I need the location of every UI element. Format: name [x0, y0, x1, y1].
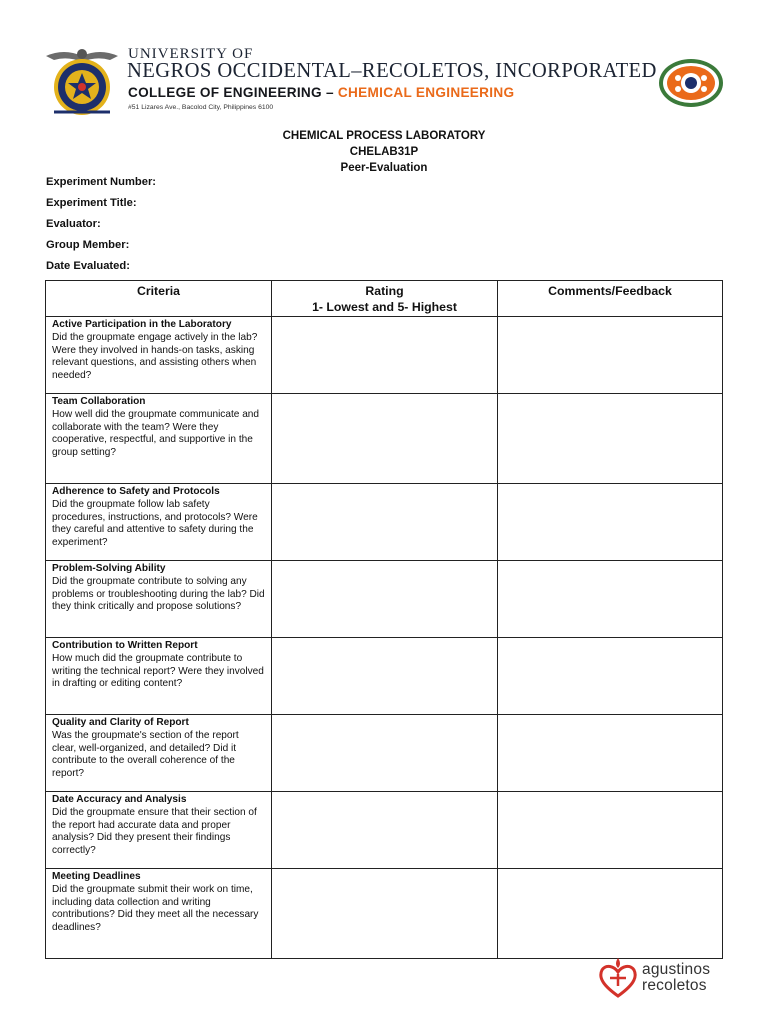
document-titles: [0, 128, 768, 176]
comments-header: Comments/Feedback: [498, 281, 723, 317]
criteria-cell: [46, 869, 272, 959]
rating-cell[interactable]: [272, 317, 498, 394]
department-seal-logo: [658, 58, 724, 108]
criteria-description: Did the groupmate ensure that their section of the report had accurate data and proper analysis? Did they present their findings correctly?: [52, 806, 257, 857]
rating-header-label: Rating: [365, 284, 404, 298]
criteria-description: How much did the groupmate contribute to writing the technical report? Were they involved in drafting or editing content?: [52, 652, 264, 690]
course-code: CHELAB31P: [349, 146, 419, 158]
university-label: UNIVERSITY OF: [128, 46, 254, 62]
department-name: CHEMICAL ENGINEERING: [337, 85, 515, 100]
criteria-title: Team Collaboration: [52, 396, 146, 407]
course-title: CHEMICAL PROCESS LABORATORY: [282, 130, 486, 142]
criteria-title: Problem-Solving Ability: [52, 563, 166, 574]
college-line: [128, 85, 514, 100]
comments-cell[interactable]: [498, 869, 723, 959]
rating-cell[interactable]: [272, 792, 498, 869]
evaluation-table: [45, 280, 723, 959]
rating-cell[interactable]: [272, 561, 498, 638]
comments-cell[interactable]: [498, 394, 723, 484]
table-row: [46, 317, 723, 394]
table-row: [46, 715, 723, 792]
address: #51 Lizares Ave., Bacolod City, Philippines 6100: [128, 104, 274, 111]
info-fields: [46, 176, 156, 281]
agustinos-recoletos-logo: [596, 956, 736, 1000]
logo-line-1: agustinos: [642, 961, 711, 978]
evaluator-field[interactable]: Evaluator:: [46, 218, 101, 230]
criteria-title: Adherence to Safety and Protocols: [52, 486, 220, 497]
criteria-title: Contribution to Written Report: [52, 640, 198, 651]
table-row: [46, 638, 723, 715]
criteria-cell: [46, 484, 272, 561]
criteria-cell: [46, 561, 272, 638]
criteria-description: Did the groupmate follow lab safety procedures, instructions, and protocols? Were they careful and attentive to safety during the experiment?: [52, 498, 258, 549]
rating-cell[interactable]: [272, 869, 498, 959]
table-row: [46, 792, 723, 869]
comments-cell[interactable]: [498, 715, 723, 792]
table-row: [46, 869, 723, 959]
rating-cell[interactable]: [272, 715, 498, 792]
date-evaluated-field[interactable]: Date Evaluated:: [46, 260, 130, 272]
criteria-cell: [46, 317, 272, 394]
criteria-cell: [46, 638, 272, 715]
table-row: [46, 394, 723, 484]
criteria-title: Quality and Clarity of Report: [52, 717, 189, 728]
rating-cell[interactable]: [272, 484, 498, 561]
group-member-field[interactable]: Group Member:: [46, 239, 130, 251]
criteria-title: Date Accuracy and Analysis: [52, 794, 187, 805]
comments-cell[interactable]: [498, 792, 723, 869]
university-seal-logo: [44, 42, 120, 118]
comments-cell[interactable]: [498, 484, 723, 561]
rating-header: [272, 281, 498, 317]
criteria-description: How well did the groupmate communicate and collaborate with the team? Were they cooperative, respectful, and supportive in the group setting?: [52, 408, 260, 459]
university-name: NEGROS OCCIDENTAL–RECOLETOS, INCORPORATED: [127, 60, 657, 82]
form-title: Peer-Evaluation: [340, 162, 428, 174]
logo-wordmark: [642, 962, 710, 994]
comments-cell[interactable]: [498, 638, 723, 715]
table-row: [46, 561, 723, 638]
criteria-cell: [46, 394, 272, 484]
heart-flame-icon: [596, 956, 640, 1000]
criteria-cell: [46, 715, 272, 792]
criteria-description: Did the groupmate engage actively in the lab? Were they involved in hands-on tasks, asking relevant questions, and assisting others when needed?: [52, 331, 258, 382]
logo-line-2: recoletos: [642, 977, 707, 994]
criteria-description: Was the groupmate's section of the report clear, well-organized, and detailed? Did it contribute to the overall coherence of the report?: [52, 729, 239, 780]
table-header-row: [46, 281, 723, 317]
comments-cell[interactable]: [498, 561, 723, 638]
rating-cell[interactable]: [272, 638, 498, 715]
criteria-description: Did the groupmate contribute to solving any problems or troubleshooting during the lab? Did they think critically and propose solutions?: [52, 575, 265, 613]
criteria-title: Meeting Deadlines: [52, 871, 141, 882]
experiment-number-field[interactable]: Experiment Number:: [46, 176, 157, 188]
experiment-title-field[interactable]: Experiment Title:: [46, 197, 137, 209]
criteria-header: Criteria: [46, 281, 272, 317]
rating-cell[interactable]: [272, 394, 498, 484]
rating-scale-label: 1- Lowest and 5- Highest: [312, 300, 457, 314]
criteria-description: Did the groupmate submit their work on time, including data collection and writing contributions? Did they meet all the necessary deadlines?: [52, 883, 259, 934]
criteria-cell: [46, 792, 272, 869]
comments-cell[interactable]: [498, 317, 723, 394]
college-name: COLLEGE OF ENGINEERING –: [128, 85, 334, 100]
criteria-title: Active Participation in the Laboratory: [52, 319, 232, 330]
table-row: [46, 484, 723, 561]
